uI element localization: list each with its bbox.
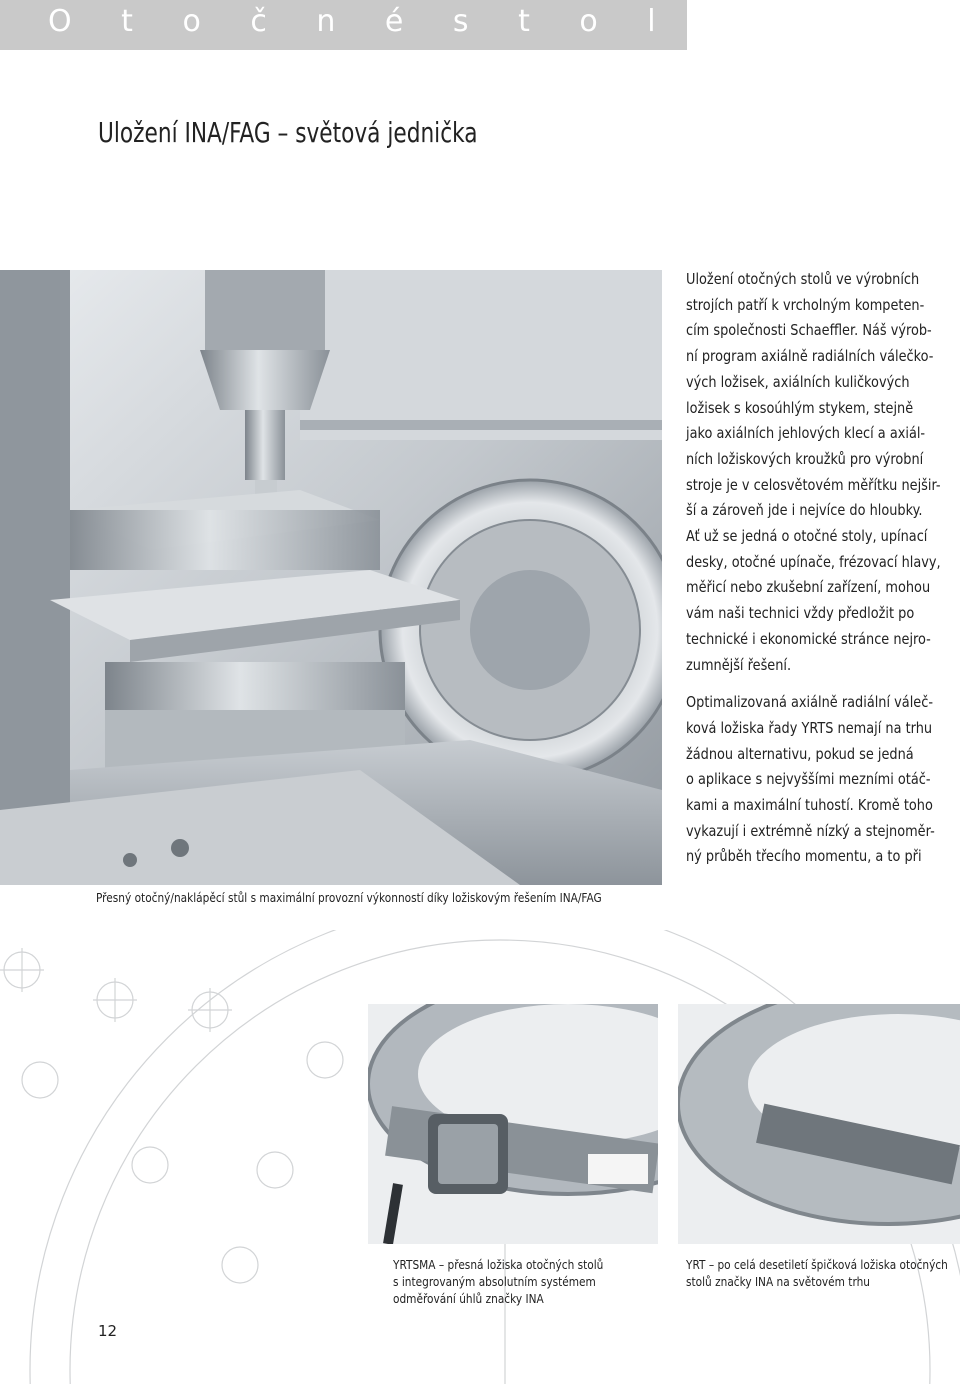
text-line: ních ložiskových kroužků pro výrobní bbox=[686, 449, 924, 468]
text-line: zumnější řešení. bbox=[686, 655, 792, 674]
text-line: ní program axiálně radiálních válečko- bbox=[686, 347, 934, 366]
text-line: ný průběh třecího momentu, a to při bbox=[686, 847, 922, 866]
text-line: Optimalizovaná axiálně radiální váleč- bbox=[686, 693, 933, 712]
yrtsma-bearing-photo bbox=[368, 1004, 658, 1244]
text-line: ková ložiska řady YRTS nemají na trhu bbox=[686, 718, 933, 737]
text-line: Uložení otočných stolů ve výrobních bbox=[686, 270, 920, 288]
paragraph-1 bbox=[686, 267, 960, 678]
caption-line: YRTSMA – přesná ložiska otočných stolů bbox=[393, 1258, 604, 1272]
text-line: měřicí nebo zkušební zařízení, mohou bbox=[686, 578, 931, 597]
section-header-bar bbox=[0, 0, 743, 50]
text-line: technické i ekonomické stránce nejro- bbox=[686, 629, 931, 648]
text-line: ložisek s kosoúhlým stykem, stejně bbox=[686, 398, 914, 417]
section-title: O t o č n é s t o l y bbox=[48, 4, 743, 39]
machine-photo bbox=[0, 270, 662, 885]
text-line: žádnou alternativu, pokud se jedná bbox=[686, 744, 914, 763]
text-line: jako axiálních jehlových klecí a axiál- bbox=[686, 424, 926, 443]
text-line: stroje je v celosvětovém měřítku nejšir- bbox=[686, 475, 941, 494]
caption-line: YRT – po celá desetiletí špičková ložiska otočných bbox=[686, 1258, 948, 1272]
caption-line: odměřování úhlů značky INA bbox=[393, 1292, 544, 1306]
text-line: Ať už se jedná o otočné stoly, upínací bbox=[686, 527, 928, 546]
paragraph-2 bbox=[686, 690, 960, 870]
yrt-caption bbox=[686, 1257, 948, 1291]
page-title: Uložení INA/FAG – světová jednička bbox=[98, 116, 478, 149]
text-line: strojích patří k vrcholným kompeten- bbox=[686, 295, 925, 314]
text-line: vám naši technici vždy předložit po bbox=[686, 604, 915, 623]
text-line: vých ložisek, axiálních kuličkových bbox=[686, 372, 910, 391]
yrt-bearing-photo bbox=[678, 1004, 960, 1244]
caption-line: stolů značky INA na světovém trhu bbox=[686, 1275, 870, 1289]
yrtsma-caption bbox=[393, 1257, 603, 1308]
text-line: kami a maximální tuhostí. Kromě toho bbox=[686, 796, 933, 815]
yrt-bearing-illustration bbox=[678, 1004, 960, 1244]
body-text bbox=[686, 267, 960, 870]
text-line: desky, otočné upínače, frézovací hlavy, bbox=[686, 552, 941, 571]
machine-illustration bbox=[0, 270, 662, 885]
main-photo-caption: Přesný otočný/naklápěcí stůl s maximální provozní výkonností díky ložiskovým řešením INA/FAG bbox=[96, 891, 602, 905]
text-line: vykazují i extrémně nízký a stejnoměr- bbox=[686, 821, 935, 840]
text-line: cím společnosti Schaeffler. Náš výrob- bbox=[686, 321, 932, 340]
text-line: o aplikace s nejvyššími mezními otáč- bbox=[686, 770, 931, 789]
text-line: ší a zároveň jde i nejvíce do hloubky. bbox=[686, 501, 923, 520]
page-number: 12 bbox=[98, 1322, 118, 1340]
yrtsma-bearing-illustration bbox=[368, 1004, 658, 1244]
caption-line: s integrovaným absolutním systémem bbox=[393, 1275, 596, 1289]
